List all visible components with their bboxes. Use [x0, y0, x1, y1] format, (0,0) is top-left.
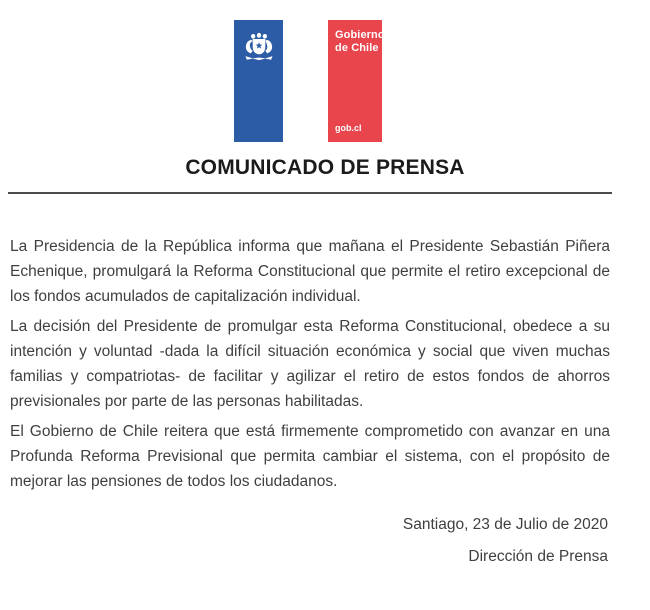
date-line: Santiago, 23 de Julio de 2020: [402, 516, 608, 533]
signature-line: Dirección de Prensa: [468, 548, 608, 565]
paragraph-2: La decisión del Presidente de promulgar esta Reforma Constitucional, obedece a su intención y voluntad -dada la difícil situación económica y social que viven muchas familias y compatriotas- de facilitar y agilizar el retiro de estos fondos de ahorros previsionales por parte de las personas habilitadas.: [10, 318, 610, 410]
press-release-footer: [403, 512, 608, 569]
logo-wordmark: [335, 29, 385, 54]
gob-cl-label: gob.cl: [335, 123, 362, 133]
press-release-title: COMUNICADO DE PRENSA: [185, 156, 465, 179]
logo-flag-blue: [234, 20, 283, 142]
logo-wordmark-line2: de Chile: [335, 41, 379, 54]
logo-flag-red: [328, 20, 385, 142]
logo-wordmark-line1: Gobierno: [335, 29, 385, 41]
press-release-body: [10, 234, 610, 499]
title-divider: [8, 192, 612, 194]
paragraph-3: El Gobierno de Chile reitera que está firmemente comprometido con avanzar en una Profunda Reforma Previsional que permita cambiar el sistema, con el propósito de mejorar las pensiones de todos los ciudadanos.: [10, 423, 610, 490]
chile-coat-of-arms-icon: [241, 20, 277, 69]
paragraph-1: La Presidencia de la República informa que mañana el Presidente Sebastián Piñera Echenique, promulgará la Reforma Constitucional que permite el retiro excepcional de los fondos acumulados de capitalización individual.: [10, 238, 610, 305]
